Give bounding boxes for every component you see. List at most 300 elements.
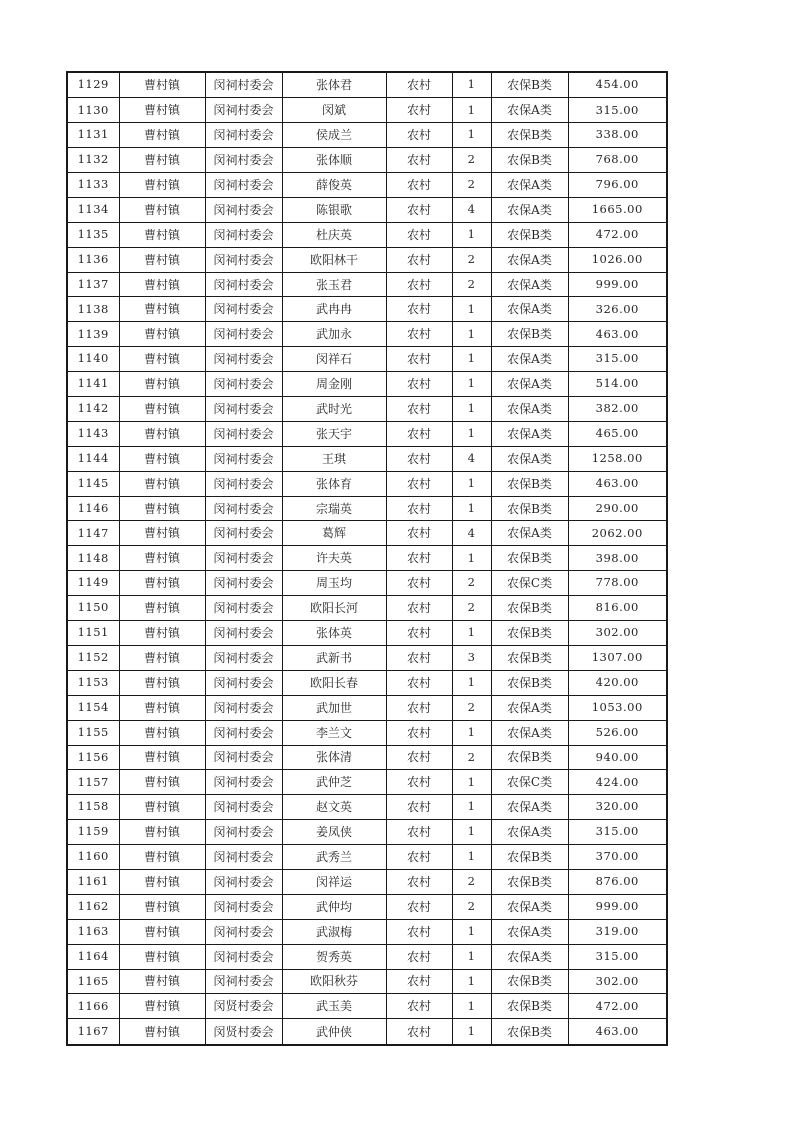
cell-insurance_type: 农保A类 [491,720,568,745]
cell-amount: 514.00 [568,372,667,397]
cell-amount: 816.00 [568,596,667,621]
cell-household_category: 农村 [386,645,452,670]
cell-insurance_type: 农保B类 [491,222,568,247]
cell-person_count: 2 [452,148,491,173]
cell-serial_number: 1148 [67,546,119,571]
cell-town: 曹村镇 [119,496,205,521]
cell-insurance_type: 农保B类 [491,471,568,496]
cell-name: 王琪 [282,446,386,471]
cell-town: 曹村镇 [119,372,205,397]
cell-village_committee: 闵祠村委会 [205,72,282,98]
cell-name: 张体君 [282,72,386,98]
cell-insurance_type: 农保A类 [491,944,568,969]
cell-town: 曹村镇 [119,944,205,969]
cell-amount: 940.00 [568,745,667,770]
table-row [67,944,667,969]
cell-serial_number: 1131 [67,123,119,148]
cell-insurance_type: 农保A类 [491,397,568,422]
cell-town: 曹村镇 [119,894,205,919]
cell-person_count: 2 [452,247,491,272]
cell-person_count: 1 [452,670,491,695]
cell-insurance_type: 农保B类 [491,72,568,98]
cell-insurance_type: 农保B类 [491,745,568,770]
cell-name: 葛辉 [282,521,386,546]
cell-name: 李兰文 [282,720,386,745]
cell-name: 欧阳秋芬 [282,969,386,994]
cell-town: 曹村镇 [119,197,205,222]
cell-insurance_type: 农保A类 [491,173,568,198]
cell-village_committee: 闵祠村委会 [205,347,282,372]
table-row [67,919,667,944]
table-row [67,197,667,222]
cell-amount: 290.00 [568,496,667,521]
cell-name: 欧阳长河 [282,596,386,621]
cell-name: 张体清 [282,745,386,770]
cell-town: 曹村镇 [119,645,205,670]
table-row [67,845,667,870]
table-row [67,297,667,322]
cell-person_count: 1 [452,372,491,397]
cell-person_count: 1 [452,845,491,870]
cell-name: 武时光 [282,397,386,422]
cell-person_count: 1 [452,621,491,646]
table-row [67,247,667,272]
cell-serial_number: 1138 [67,297,119,322]
cell-village_committee: 闵祠村委会 [205,222,282,247]
cell-town: 曹村镇 [119,247,205,272]
cell-insurance_type: 农保A类 [491,695,568,720]
table-row [67,770,667,795]
cell-household_category: 农村 [386,421,452,446]
cell-person_count: 2 [452,894,491,919]
cell-serial_number: 1156 [67,745,119,770]
cell-town: 曹村镇 [119,670,205,695]
cell-town: 曹村镇 [119,571,205,596]
cell-amount: 1053.00 [568,695,667,720]
cell-household_category: 农村 [386,670,452,695]
cell-town: 曹村镇 [119,173,205,198]
cell-town: 曹村镇 [119,845,205,870]
cell-amount: 398.00 [568,546,667,571]
cell-village_committee: 闵祠村委会 [205,845,282,870]
cell-town: 曹村镇 [119,1019,205,1045]
cell-town: 曹村镇 [119,969,205,994]
cell-person_count: 1 [452,222,491,247]
cell-name: 闵祥运 [282,869,386,894]
table-row [67,446,667,471]
cell-serial_number: 1136 [67,247,119,272]
cell-amount: 302.00 [568,621,667,646]
cell-amount: 315.00 [568,98,667,123]
table-body [67,72,667,1045]
table-row [67,795,667,820]
cell-serial_number: 1157 [67,770,119,795]
table-row [67,621,667,646]
cell-town: 曹村镇 [119,397,205,422]
cell-amount: 424.00 [568,770,667,795]
cell-person_count: 1 [452,720,491,745]
cell-household_category: 农村 [386,521,452,546]
cell-insurance_type: 农保B类 [491,148,568,173]
cell-serial_number: 1151 [67,621,119,646]
cell-name: 武秀兰 [282,845,386,870]
cell-household_category: 农村 [386,98,452,123]
cell-town: 曹村镇 [119,347,205,372]
table-row [67,994,667,1019]
table-row [67,596,667,621]
cell-amount: 370.00 [568,845,667,870]
cell-amount: 319.00 [568,919,667,944]
cell-household_category: 农村 [386,919,452,944]
cell-insurance_type: 农保B类 [491,546,568,571]
cell-village_committee: 闵贤村委会 [205,1019,282,1045]
cell-village_committee: 闵祠村委会 [205,546,282,571]
cell-village_committee: 闵祠村委会 [205,297,282,322]
cell-serial_number: 1150 [67,596,119,621]
table-row [67,148,667,173]
cell-serial_number: 1158 [67,795,119,820]
table-row [67,222,667,247]
cell-amount: 526.00 [568,720,667,745]
cell-insurance_type: 农保B类 [491,994,568,1019]
cell-household_category: 农村 [386,347,452,372]
cell-insurance_type: 农保B类 [491,969,568,994]
cell-town: 曹村镇 [119,994,205,1019]
table-row [67,421,667,446]
insurance-payment-table [66,71,668,1046]
cell-town: 曹村镇 [119,720,205,745]
cell-insurance_type: 农保A类 [491,372,568,397]
cell-person_count: 2 [452,596,491,621]
cell-person_count: 1 [452,969,491,994]
cell-serial_number: 1143 [67,421,119,446]
cell-person_count: 1 [452,770,491,795]
cell-name: 张体顺 [282,148,386,173]
cell-household_category: 农村 [386,148,452,173]
cell-village_committee: 闵祠村委会 [205,621,282,646]
cell-amount: 382.00 [568,397,667,422]
cell-name: 张体育 [282,471,386,496]
table-row [67,322,667,347]
cell-village_committee: 闵祠村委会 [205,820,282,845]
cell-name: 武淑梅 [282,919,386,944]
cell-amount: 315.00 [568,944,667,969]
cell-town: 曹村镇 [119,869,205,894]
cell-village_committee: 闵祠村委会 [205,795,282,820]
cell-insurance_type: 农保C类 [491,770,568,795]
cell-village_committee: 闵祠村委会 [205,596,282,621]
cell-person_count: 1 [452,944,491,969]
cell-serial_number: 1146 [67,496,119,521]
cell-household_category: 农村 [386,72,452,98]
cell-town: 曹村镇 [119,72,205,98]
table-row [67,496,667,521]
cell-serial_number: 1163 [67,919,119,944]
cell-name: 武加永 [282,322,386,347]
cell-village_committee: 闵祠村委会 [205,894,282,919]
cell-serial_number: 1130 [67,98,119,123]
cell-name: 武玉美 [282,994,386,1019]
cell-insurance_type: 农保A类 [491,272,568,297]
cell-village_committee: 闵祠村委会 [205,770,282,795]
cell-town: 曹村镇 [119,919,205,944]
cell-amount: 876.00 [568,869,667,894]
cell-amount: 778.00 [568,571,667,596]
cell-name: 宗瑞英 [282,496,386,521]
cell-person_count: 1 [452,471,491,496]
cell-amount: 1307.00 [568,645,667,670]
cell-person_count: 2 [452,173,491,198]
cell-person_count: 3 [452,645,491,670]
cell-town: 曹村镇 [119,770,205,795]
cell-amount: 1258.00 [568,446,667,471]
cell-name: 姜凤侠 [282,820,386,845]
cell-person_count: 2 [452,745,491,770]
cell-name: 闵斌 [282,98,386,123]
cell-village_committee: 闵祠村委会 [205,197,282,222]
cell-serial_number: 1149 [67,571,119,596]
table-row [67,471,667,496]
cell-person_count: 1 [452,994,491,1019]
cell-village_committee: 闵祠村委会 [205,919,282,944]
cell-person_count: 2 [452,869,491,894]
table-row [67,720,667,745]
cell-village_committee: 闵贤村委会 [205,994,282,1019]
cell-serial_number: 1154 [67,695,119,720]
cell-village_committee: 闵祠村委会 [205,496,282,521]
cell-household_category: 农村 [386,197,452,222]
cell-town: 曹村镇 [119,148,205,173]
cell-person_count: 1 [452,496,491,521]
cell-village_committee: 闵祠村委会 [205,745,282,770]
cell-town: 曹村镇 [119,421,205,446]
cell-insurance_type: 农保B类 [491,496,568,521]
cell-household_category: 农村 [386,272,452,297]
cell-serial_number: 1135 [67,222,119,247]
cell-town: 曹村镇 [119,546,205,571]
cell-serial_number: 1153 [67,670,119,695]
cell-name: 许夫英 [282,546,386,571]
cell-household_category: 农村 [386,969,452,994]
cell-person_count: 2 [452,571,491,596]
cell-amount: 420.00 [568,670,667,695]
cell-village_committee: 闵祠村委会 [205,148,282,173]
cell-insurance_type: 农保A类 [491,421,568,446]
cell-amount: 768.00 [568,148,667,173]
cell-amount: 463.00 [568,471,667,496]
table-row [67,72,667,98]
cell-name: 薛俊英 [282,173,386,198]
cell-name: 欧阳长春 [282,670,386,695]
cell-serial_number: 1142 [67,397,119,422]
cell-serial_number: 1165 [67,969,119,994]
cell-serial_number: 1129 [67,72,119,98]
cell-name: 张玉君 [282,272,386,297]
cell-village_committee: 闵祠村委会 [205,397,282,422]
table-row [67,272,667,297]
cell-town: 曹村镇 [119,471,205,496]
cell-name: 侯成兰 [282,123,386,148]
cell-serial_number: 1139 [67,322,119,347]
cell-insurance_type: 农保A类 [491,521,568,546]
cell-household_category: 农村 [386,745,452,770]
cell-village_committee: 闵祠村委会 [205,247,282,272]
cell-town: 曹村镇 [119,98,205,123]
cell-household_category: 农村 [386,820,452,845]
table-row [67,546,667,571]
cell-household_category: 农村 [386,322,452,347]
cell-household_category: 农村 [386,546,452,571]
cell-insurance_type: 农保B类 [491,596,568,621]
cell-name: 张体英 [282,621,386,646]
cell-insurance_type: 农保B类 [491,123,568,148]
table-row [67,372,667,397]
cell-name: 赵文英 [282,795,386,820]
cell-household_category: 农村 [386,471,452,496]
cell-serial_number: 1134 [67,197,119,222]
cell-insurance_type: 农保A类 [491,919,568,944]
cell-person_count: 2 [452,695,491,720]
cell-town: 曹村镇 [119,695,205,720]
cell-household_category: 农村 [386,596,452,621]
cell-person_count: 1 [452,322,491,347]
cell-village_committee: 闵祠村委会 [205,670,282,695]
cell-name: 武加世 [282,695,386,720]
cell-person_count: 1 [452,795,491,820]
cell-name: 武仲芝 [282,770,386,795]
cell-amount: 315.00 [568,820,667,845]
cell-name: 陈银歌 [282,197,386,222]
cell-name: 周玉均 [282,571,386,596]
cell-amount: 472.00 [568,994,667,1019]
cell-insurance_type: 农保A类 [491,98,568,123]
cell-name: 杜庆英 [282,222,386,247]
cell-insurance_type: 农保B类 [491,670,568,695]
cell-name: 武冉冉 [282,297,386,322]
cell-person_count: 4 [452,446,491,471]
cell-household_category: 农村 [386,397,452,422]
cell-insurance_type: 农保B类 [491,1019,568,1045]
cell-household_category: 农村 [386,994,452,1019]
cell-amount: 463.00 [568,1019,667,1045]
cell-person_count: 1 [452,421,491,446]
cell-serial_number: 1159 [67,820,119,845]
table-row [67,969,667,994]
cell-village_committee: 闵祠村委会 [205,869,282,894]
cell-insurance_type: 农保B类 [491,322,568,347]
cell-insurance_type: 农保B类 [491,869,568,894]
cell-village_committee: 闵祠村委会 [205,645,282,670]
cell-village_committee: 闵祠村委会 [205,98,282,123]
cell-serial_number: 1162 [67,894,119,919]
cell-insurance_type: 农保A类 [491,795,568,820]
cell-town: 曹村镇 [119,621,205,646]
table-row [67,869,667,894]
cell-serial_number: 1137 [67,272,119,297]
cell-person_count: 1 [452,919,491,944]
table-row [67,397,667,422]
cell-village_committee: 闵祠村委会 [205,471,282,496]
cell-insurance_type: 农保A类 [491,347,568,372]
cell-insurance_type: 农保B类 [491,621,568,646]
cell-serial_number: 1140 [67,347,119,372]
cell-village_committee: 闵祠村委会 [205,123,282,148]
cell-name: 贺秀英 [282,944,386,969]
cell-amount: 999.00 [568,894,667,919]
table-row [67,98,667,123]
cell-village_committee: 闵祠村委会 [205,372,282,397]
cell-town: 曹村镇 [119,521,205,546]
cell-household_category: 农村 [386,845,452,870]
cell-name: 张天宇 [282,421,386,446]
cell-name: 武仲均 [282,894,386,919]
cell-insurance_type: 农保A类 [491,894,568,919]
cell-household_category: 农村 [386,446,452,471]
cell-household_category: 农村 [386,944,452,969]
cell-person_count: 1 [452,98,491,123]
cell-serial_number: 1132 [67,148,119,173]
cell-person_count: 1 [452,123,491,148]
cell-household_category: 农村 [386,247,452,272]
cell-amount: 472.00 [568,222,667,247]
cell-serial_number: 1147 [67,521,119,546]
cell-household_category: 农村 [386,222,452,247]
cell-household_category: 农村 [386,1019,452,1045]
cell-amount: 302.00 [568,969,667,994]
cell-amount: 338.00 [568,123,667,148]
cell-amount: 2062.00 [568,521,667,546]
cell-insurance_type: 农保A类 [491,446,568,471]
table-row [67,123,667,148]
cell-town: 曹村镇 [119,596,205,621]
cell-town: 曹村镇 [119,222,205,247]
cell-town: 曹村镇 [119,297,205,322]
table-row [67,894,667,919]
cell-village_committee: 闵祠村委会 [205,521,282,546]
cell-town: 曹村镇 [119,272,205,297]
cell-household_category: 农村 [386,496,452,521]
cell-person_count: 1 [452,397,491,422]
cell-name: 周金刚 [282,372,386,397]
cell-amount: 1026.00 [568,247,667,272]
cell-village_committee: 闵祠村委会 [205,421,282,446]
cell-person_count: 4 [452,197,491,222]
cell-household_category: 农村 [386,372,452,397]
cell-person_count: 1 [452,297,491,322]
cell-person_count: 1 [452,1019,491,1045]
cell-town: 曹村镇 [119,745,205,770]
cell-village_committee: 闵祠村委会 [205,446,282,471]
cell-household_category: 农村 [386,173,452,198]
cell-town: 曹村镇 [119,795,205,820]
cell-serial_number: 1167 [67,1019,119,1045]
cell-person_count: 2 [452,272,491,297]
cell-serial_number: 1166 [67,994,119,1019]
cell-name: 武新书 [282,645,386,670]
cell-person_count: 1 [452,347,491,372]
cell-household_category: 农村 [386,621,452,646]
cell-person_count: 4 [452,521,491,546]
cell-household_category: 农村 [386,720,452,745]
cell-amount: 315.00 [568,347,667,372]
cell-amount: 326.00 [568,297,667,322]
cell-person_count: 1 [452,820,491,845]
cell-amount: 320.00 [568,795,667,820]
cell-insurance_type: 农保C类 [491,571,568,596]
cell-village_committee: 闵祠村委会 [205,720,282,745]
cell-household_category: 农村 [386,571,452,596]
cell-household_category: 农村 [386,297,452,322]
